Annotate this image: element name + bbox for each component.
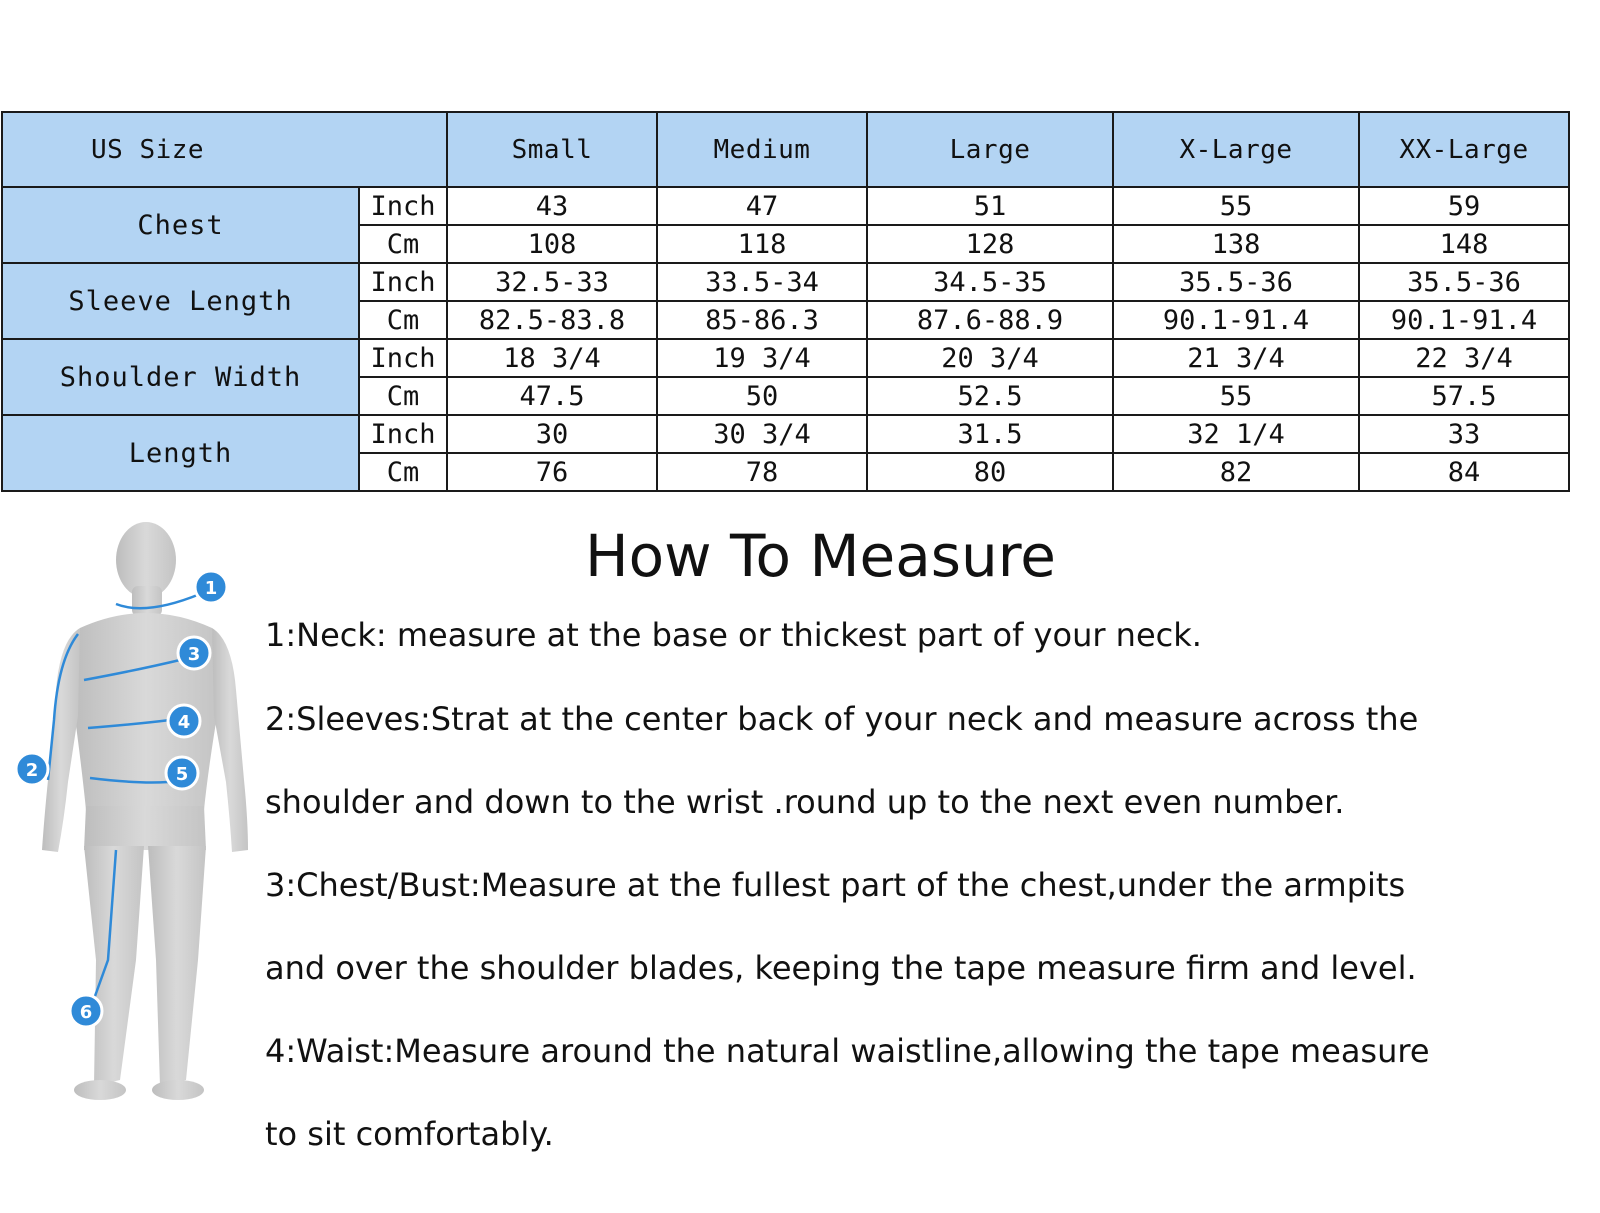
marker-3-icon: [178, 637, 210, 669]
size-header-small: Small: [447, 112, 657, 187]
guide-line-neck: 1:Neck: measure at the base or thickest part of your neck.: [265, 616, 1202, 654]
measurement-label-shoulder-width: Shoulder Width: [2, 339, 359, 415]
table-cell: 82: [1113, 453, 1359, 491]
table-cell: 52.5: [867, 377, 1113, 415]
table-row: [2, 415, 1569, 453]
table-cell: 82.5-83.8: [447, 301, 657, 339]
table-cell: 57.5: [1359, 377, 1569, 415]
table-cell: 47: [657, 187, 867, 225]
table-cell: 20 3/4: [867, 339, 1113, 377]
measurement-label-length: Length: [2, 415, 359, 491]
svg-text:6: 6: [79, 1002, 93, 1023]
table-cell: 30: [447, 415, 657, 453]
guide-line-chest-cont: and over the shoulder blades, keeping the tape measure firm and level.: [265, 949, 1417, 987]
table-cell: 35.5-36: [1359, 263, 1569, 301]
table-row: [2, 263, 1569, 301]
table-cell: 128: [867, 225, 1113, 263]
table-cell: 31.5: [867, 415, 1113, 453]
svg-text:3: 3: [187, 644, 201, 665]
table-cell: 47.5: [447, 377, 657, 415]
marker-2-icon: [16, 753, 48, 785]
table-cell: 21 3/4: [1113, 339, 1359, 377]
unit-label: Inch: [359, 263, 447, 301]
size-chart-table: [1, 111, 1570, 492]
table-cell: 84: [1359, 453, 1569, 491]
table-cell: 33: [1359, 415, 1569, 453]
marker-4-icon: [168, 705, 200, 737]
marker-6-icon: [70, 995, 102, 1027]
table-cell: 33.5-34: [657, 263, 867, 301]
marker-1-icon: [195, 571, 227, 603]
guide-line-sleeves-cont: shoulder and down to the wrist .round up to the next even number.: [265, 783, 1345, 821]
guide-line-waist-cont: to sit comfortably.: [265, 1115, 554, 1153]
guide-title: How To Measure: [585, 522, 1056, 590]
table-cell: 108: [447, 225, 657, 263]
table-cell: 55: [1113, 377, 1359, 415]
svg-text:2: 2: [25, 760, 39, 781]
table-cell: 30 3/4: [657, 415, 867, 453]
table-cell: 18 3/4: [447, 339, 657, 377]
table-title: US Size: [2, 112, 447, 187]
svg-text:4: 4: [177, 712, 191, 733]
table-cell: 78: [657, 453, 867, 491]
table-cell: 148: [1359, 225, 1569, 263]
unit-label: Inch: [359, 187, 447, 225]
guide-line-waist: 4:Waist:Measure around the natural waistline,allowing the tape measure: [265, 1032, 1430, 1070]
measurement-label-chest: Chest: [2, 187, 359, 263]
unit-label: Inch: [359, 415, 447, 453]
table-cell: 32.5-33: [447, 263, 657, 301]
guide-line-chest: 3:Chest/Bust:Measure at the fullest part of the chest,under the armpits: [265, 866, 1406, 904]
guide-line-sleeves: 2:Sleeves:Strat at the center back of your neck and measure across the: [265, 700, 1419, 738]
table-row: [2, 187, 1569, 225]
table-cell: 59: [1359, 187, 1569, 225]
table-cell: 85-86.3: [657, 301, 867, 339]
body-measure-figure: [8, 520, 250, 1110]
table-cell: 76: [447, 453, 657, 491]
table-cell: 22 3/4: [1359, 339, 1569, 377]
size-header-xx-large: XX-Large: [1359, 112, 1569, 187]
table-cell: 90.1-91.4: [1113, 301, 1359, 339]
table-cell: 90.1-91.4: [1359, 301, 1569, 339]
table-cell: 19 3/4: [657, 339, 867, 377]
table-cell: 50: [657, 377, 867, 415]
table-cell: 34.5-35: [867, 263, 1113, 301]
table-cell: 80: [867, 453, 1113, 491]
marker-5-icon: [166, 757, 198, 789]
table-cell: 51: [867, 187, 1113, 225]
unit-label: Cm: [359, 301, 447, 339]
unit-label: Cm: [359, 225, 447, 263]
size-header-medium: Medium: [657, 112, 867, 187]
table-cell: 32 1/4: [1113, 415, 1359, 453]
table-cell: 43: [447, 187, 657, 225]
size-header-row: [2, 112, 1569, 187]
size-header-x-large: X-Large: [1113, 112, 1359, 187]
table-cell: 35.5-36: [1113, 263, 1359, 301]
table-row: [2, 339, 1569, 377]
svg-text:1: 1: [204, 578, 218, 599]
table-cell: 87.6-88.9: [867, 301, 1113, 339]
table-cell: 138: [1113, 225, 1359, 263]
unit-label: Cm: [359, 377, 447, 415]
svg-text:5: 5: [175, 764, 189, 785]
table-cell: 55: [1113, 187, 1359, 225]
size-header-large: Large: [867, 112, 1113, 187]
unit-label: Cm: [359, 453, 447, 491]
unit-label: Inch: [359, 339, 447, 377]
table-cell: 118: [657, 225, 867, 263]
measurement-label-sleeve-length: Sleeve Length: [2, 263, 359, 339]
